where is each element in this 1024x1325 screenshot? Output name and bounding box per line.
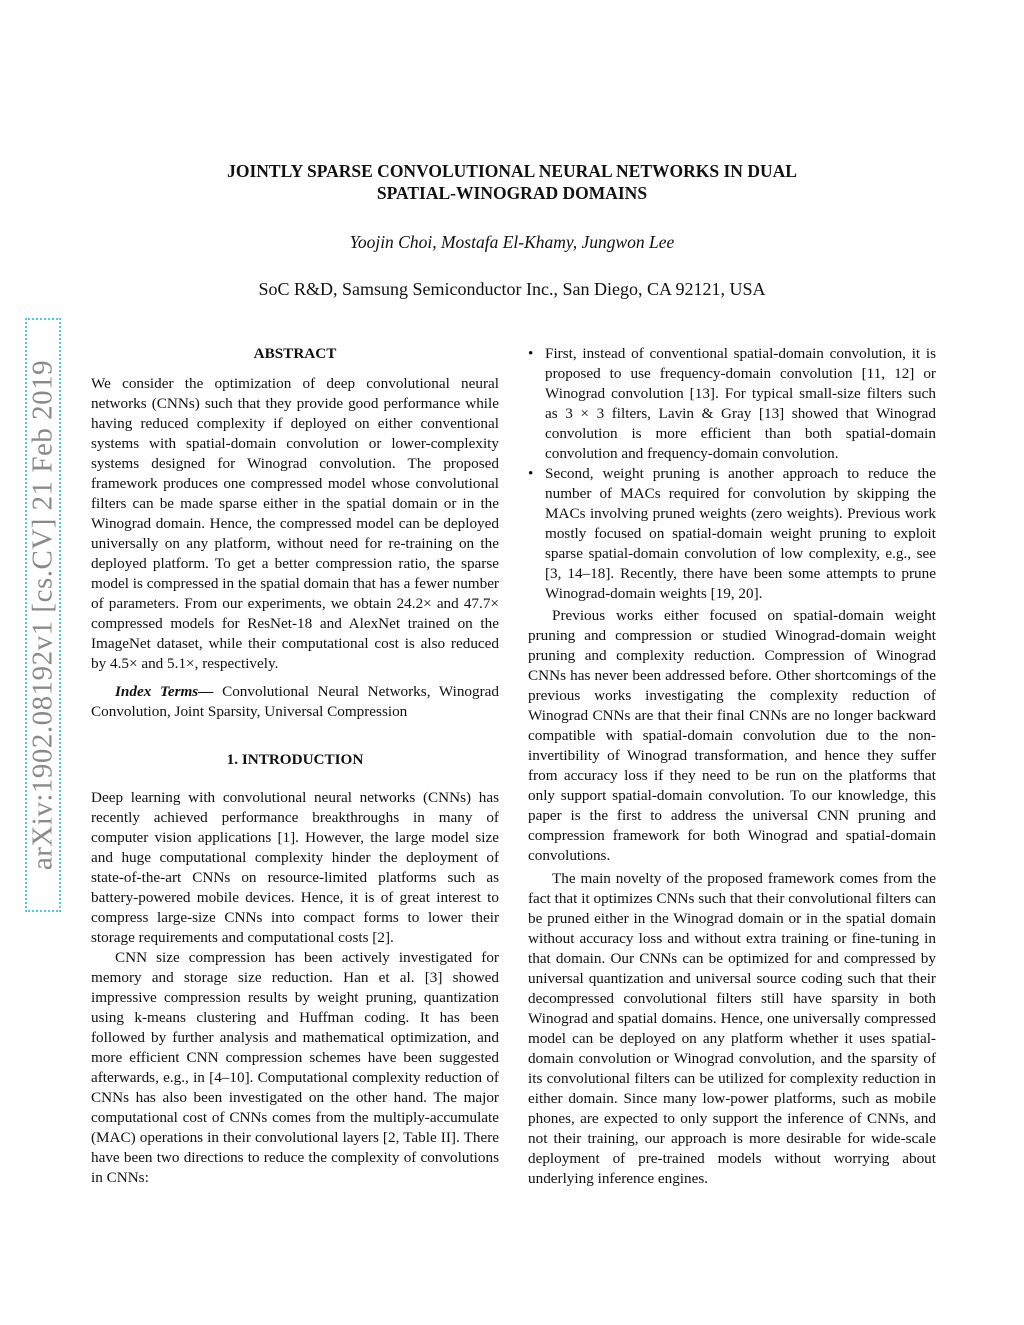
- index-terms-label: Index Terms—: [115, 683, 214, 700]
- author-list: Yoojin Choi, Mostafa El-Khamy, Jungwon Lee: [349, 232, 675, 252]
- index-terms: [91, 682, 499, 722]
- abstract-text: We consider the optimization of deep convolutional neural networks (CNNs) such that they provide good performance while having reduced complexity if deployed on either conventional systems with spatial-domain convolution or lower-complexity systems designed for Winograd convolution. The proposed framework produces one compressed model whose convolutional filters can be made sparse either in the spatial domain or in the Winograd domain. Hence, the compressed model can be deployed universally on any platform, without need for re-training on the deployed platform. To get a better compression ratio, the sparse model is compressed in the spatial domain that has a fewer number of parameters. From our experiments, we obtain 24.2× and 47.7× compressed models for ResNet-18 and AlexNet trained on the ImageNet dataset, while their computational cost is also reduced by 4.5× and 5.1×, respectively.: [91, 375, 499, 672]
- intro-paragraph-1: Deep learning with convolutional neural networks (CNNs) has recently achieved performance breakthroughs in many of computer vision applications [1]. However, the large model size and huge computational complexity hinder the deployment of state-of-the-art CNNs on resource-limited platforms such as battery-powered mobile devices. Hence, it is of great interest to compress large-size CNNs into compact forms to lower their storage requirements and computational costs [2].: [91, 789, 499, 946]
- paper-title: [150, 160, 874, 204]
- arxiv-identifier-stamp: [25, 318, 61, 912]
- intro-paragraph-4: The main novelty of the proposed framework comes from the fact that it optimizes CNNs such that their convolutional filters can be pruned either in the Winograd domain or in the spatial domain without accuracy loss and without extra training or fine-tuning in that domain. Our CNNs can be optimized for and compressed by universal quantization and universal source coding such that their decompressed convolutional filters still have sparsity in both Winograd and spatial domains. Hence, one universally compressed model can be deployed on any platform whether it uses spatial-domain convolution or Winograd convolution, and the sparsity of its convolutional filters can be utilized for complexity reduction in either domain. Since many low-power platforms, such as mobile phones, are expected to only support the inference of CNNs, and not their training, our approach is more desirable for wide-scale deployment of pre-trained models without worrying about underlying inference engines.: [528, 870, 936, 1187]
- introduction-heading: 1. INTRODUCTION: [226, 751, 364, 768]
- right-column: [528, 344, 936, 1189]
- affiliation: SoC R&D, Samsung Semiconductor Inc., San Diego, CA 92121, USA: [258, 279, 766, 299]
- list-item: • First, instead of conventional spatial-domain convolution, it is proposed to use frequency-domain convolution [11, 12] or Winograd convolution [13]. For typical small-size filters such as 3 × 3 filters, Lavin & Gray [13] showed that Winograd convolution is more efficient than both spatial-domain convolution and frequency-domain convolution.: [528, 344, 936, 464]
- intro-paragraph-2: CNN size compression has been actively investigated for memory and storage size reduction. Han et al. [3] showed impressive compression results by weight pruning, quantization using k-means clustering and Huffman coding. It has been followed by further analysis and mathematical optimization, and more efficient CNN compression schemes have been suggested afterwards, e.g., in [4–10]. Computational complexity reduction of CNNs has also been investigated on the other hand. The major computational cost of CNNs comes from the multiply-accumulate (MAC) operations in their convolutional layers [2, Table II]. There have been two directions to reduce the complexity of convolutions in CNNs:: [91, 949, 499, 1186]
- intro-paragraph-3: Previous works either focused on spatial-domain weight pruning and compression or studied Winograd-domain weight pruning and complexity reduction. Compression of Winograd CNNs has never been addressed before. Other shortcomings of the previous works investigating the complexity reduction of Winograd CNNs are that their final CNNs are no longer backward compatible with spatial-domain convolution due to the non-invertibility of Winograd transformation, and hence they suffer from accuracy loss if they need to be run on the platforms that only support spatial-domain convolution. To our knowledge, this paper is the first to address the universal CNN pruning and compression framework for both Winograd and spatial-domain convolutions.: [528, 607, 936, 864]
- index-terms-text: Convolutional Neural Networks, Winograd Convolution, Joint Sparsity, Universal Compression: [91, 683, 500, 720]
- arxiv-identifier: arXiv:1902.08192v1 [cs.CV] 21 Feb 2019: [26, 359, 59, 871]
- complexity-directions-list: [528, 344, 936, 604]
- list-item: • Second, weight pruning is another approach to reduce the number of MACs required for convolution by skipping the MACs involving pruned weights (zero weights). Previous work mostly focused on spatial-domain weight pruning to exploit sparse spatial-domain convolution of low complexity, e.g., see [3, 14–18]. Recently, there have been some attempts to prune Winograd-domain weights [19, 20].: [528, 464, 936, 604]
- paper-title-line-2: SPATIAL-WINOGRAD DOMAINS: [376, 183, 648, 203]
- paper-title-line-1: JOINTLY SPARSE CONVOLUTIONAL NEURAL NETWORKS IN DUAL: [227, 161, 797, 181]
- abstract-heading: ABSTRACT: [253, 345, 337, 362]
- left-column: [91, 344, 499, 1188]
